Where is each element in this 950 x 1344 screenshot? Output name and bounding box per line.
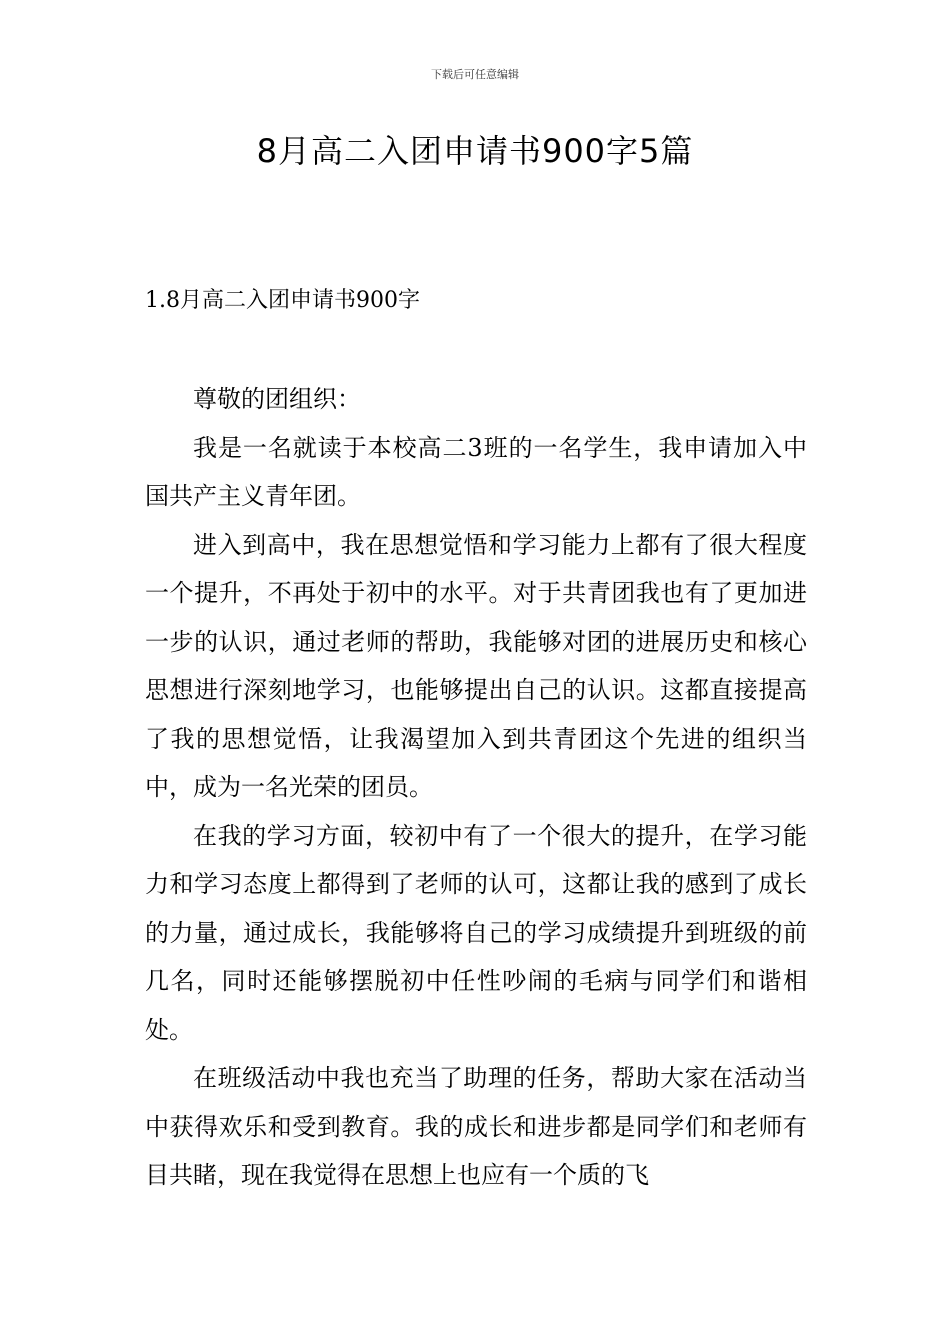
paragraph: 在我的学习方面，较初中有了一个很大的提升，在学习能力和学习态度上都得到了老师的认可，这都让我的感到了成长的力量，通过成长，我能够将自己的学习成绩提升到班级的前几名，同时还能够摆脱初中任性吵闹的毛病与同学们和谐相处。 — [145, 821, 807, 1044]
paragraph: 我是一名就读于本校高二3班的一名学生，我申请加入中国共产主义青年团。 — [145, 433, 807, 510]
paragraph-salutation: 尊敬的团组织： — [193, 385, 361, 413]
body-text — [145, 375, 807, 1200]
paragraph: 进入到高中，我在思想觉悟和学习能力上都有了很大程度一个提升，不再处于初中的水平。对于共青团我也有了更加进一步的认识，通过老师的帮助，我能够对团的进展历史和核心思想进行深刻地学习，也能够提出自己的认识。这都直接提高了我的思想觉悟，让我渴望加入到共青团这个先进的组织当中，成为一名光荣的团员。 — [145, 530, 807, 801]
section-heading: 1.8月高二入团申请书900字 — [145, 288, 420, 313]
header-note: 下载后可任意编辑 — [431, 68, 519, 81]
paragraph: 在班级活动中我也充当了助理的任务，帮助大家在活动当中获得欢乐和受到教育。我的成长和进步都是同学们和老师有目共睹，现在我觉得在思想上也应有一个质的飞 — [145, 1064, 807, 1189]
document-title: 8月高二入团申请书900字5篇 — [256, 132, 694, 170]
